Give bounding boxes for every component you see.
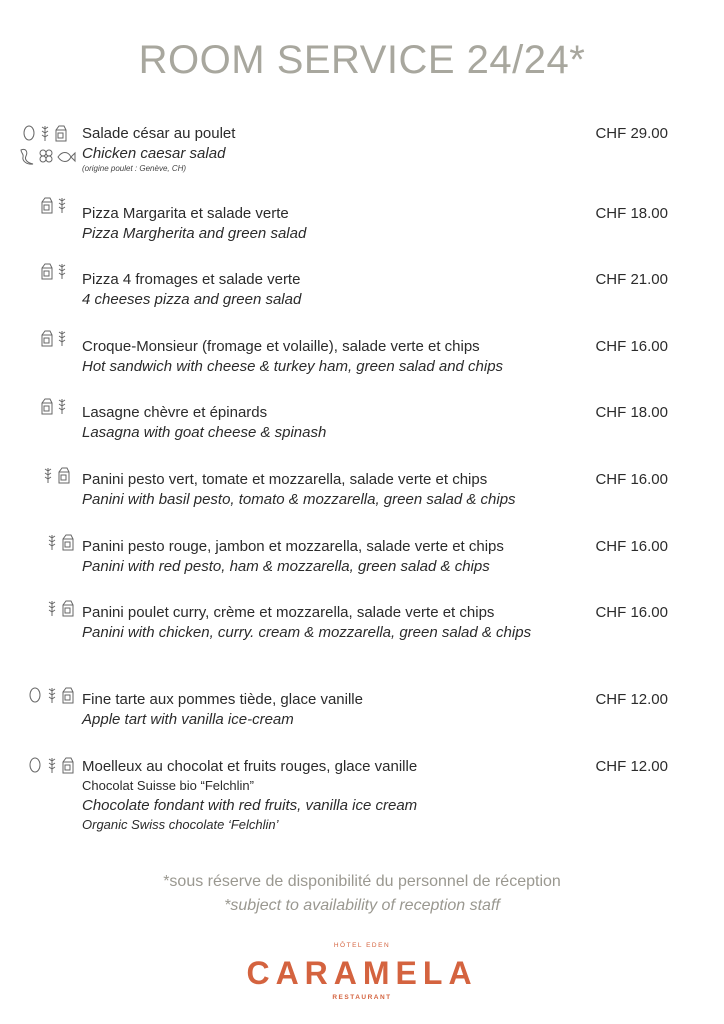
milk-carton-icon xyxy=(54,124,67,142)
item-name-en: Panini with basil pesto, tomato & mozzarella, green salad & chips xyxy=(82,491,516,508)
wheat-icon xyxy=(42,466,54,484)
allergen-icons xyxy=(18,124,80,170)
allergen-icons xyxy=(18,690,80,736)
allergen-icons xyxy=(18,204,80,250)
item-price: CHF 16.00 xyxy=(595,604,668,621)
menu-item xyxy=(0,124,724,180)
item-price: CHF 18.00 xyxy=(595,205,668,222)
wheat-icon xyxy=(46,599,58,617)
menu-item xyxy=(0,757,724,835)
wheat-icon xyxy=(46,756,58,774)
egg-icon xyxy=(28,686,42,704)
milk-carton-icon xyxy=(40,329,53,347)
item-name-fr: Panini poulet curry, crème et mozzarella, salade verte et chips xyxy=(82,604,495,621)
wheat-icon xyxy=(56,329,68,347)
item-name-fr: Moelleux au chocolat et fruits rouges, glace vanille xyxy=(82,758,418,775)
item-name-en: Panini with chicken, curry. cream & mozzarella, green salad & chips xyxy=(82,624,532,641)
menu-item xyxy=(0,337,724,379)
fish-icon xyxy=(56,150,76,164)
allergen-icons xyxy=(18,603,80,649)
page-title: ROOM SERVICE 24/24* xyxy=(138,38,586,82)
milk-carton-icon xyxy=(61,756,74,774)
wheat-icon xyxy=(39,124,51,142)
milk-carton-icon xyxy=(61,686,74,704)
item-price: CHF 16.00 xyxy=(595,538,668,555)
item-name-en: Chocolate fondant with red fruits, vanilla ice cream xyxy=(82,797,418,814)
item-name-fr: Croque-Monsieur (fromage et volaille), salade verte et chips xyxy=(82,338,480,355)
menu-item xyxy=(0,603,724,665)
item-name-fr: Lasagne chèvre et épinards xyxy=(82,404,268,421)
item-price: CHF 16.00 xyxy=(595,471,668,488)
celery-icon xyxy=(38,148,54,164)
wheat-icon xyxy=(56,196,68,214)
allergen-icons xyxy=(18,470,80,516)
allergen-icons xyxy=(18,270,80,316)
item-price: CHF 18.00 xyxy=(595,404,668,421)
item-price: CHF 12.00 xyxy=(595,758,668,775)
item-sub-fr: Chocolat Suisse bio “Felchlin” xyxy=(82,778,254,793)
menu-item xyxy=(0,204,724,246)
mustard-icon xyxy=(18,146,36,166)
allergen-icons xyxy=(18,403,80,449)
wheat-icon xyxy=(56,262,68,280)
wheat-icon xyxy=(46,533,58,551)
egg-icon xyxy=(28,756,42,774)
milk-carton-icon xyxy=(40,397,53,415)
menu-item xyxy=(0,537,724,579)
allergen-icons xyxy=(18,537,80,583)
milk-carton-icon xyxy=(61,533,74,551)
wheat-icon xyxy=(46,686,58,704)
item-name-en: Pizza Margherita and green salad xyxy=(82,225,307,242)
menu-item xyxy=(0,270,724,312)
item-name-fr: Salade césar au poulet xyxy=(82,125,236,142)
item-name-fr: Pizza Margarita et salade verte xyxy=(82,205,289,222)
item-price: CHF 12.00 xyxy=(595,691,668,708)
item-price: CHF 29.00 xyxy=(595,125,668,142)
item-name-en: Hot sandwich with cheese & turkey ham, green salad and chips xyxy=(82,358,504,375)
allergen-icons xyxy=(18,757,80,803)
item-name-fr: Panini pesto rouge, jambon et mozzarella, salade verte et chips xyxy=(82,538,504,555)
item-name-fr: Pizza 4 fromages et salade verte xyxy=(82,271,301,288)
footnote-en: *subject to availability of reception staff xyxy=(224,897,500,914)
item-price: CHF 21.00 xyxy=(595,271,668,288)
item-name-en: Apple tart with vanilla ice-cream xyxy=(82,711,294,728)
item-origin-note: (origine poulet : Genève, CH) xyxy=(82,164,187,173)
item-name-en: Lasagna with goat cheese & spinash xyxy=(82,424,327,441)
hotel-name: HÔTEL EDEN xyxy=(333,942,391,949)
item-name-en: 4 cheeses pizza and green salad xyxy=(82,291,302,308)
milk-carton-icon xyxy=(40,196,53,214)
item-price: CHF 16.00 xyxy=(595,338,668,355)
item-name-en: Chicken caesar salad xyxy=(82,145,226,162)
menu-item xyxy=(0,403,724,445)
egg-icon xyxy=(22,124,36,142)
milk-carton-icon xyxy=(61,599,74,617)
allergen-icons xyxy=(18,337,80,383)
brand-logo: CARAMELA xyxy=(246,955,478,991)
item-name-fr: Fine tarte aux pommes tiède, glace vanille xyxy=(82,691,363,708)
footnote-fr: *sous réserve de disponibilité du personnel de réception xyxy=(163,873,561,890)
milk-carton-icon xyxy=(40,262,53,280)
item-name-en: Panini with red pesto, ham & mozzarella, green salad & chips xyxy=(82,558,490,575)
item-name-fr: Panini pesto vert, tomate et mozzarella, salade verte et chips xyxy=(82,471,488,488)
wheat-icon xyxy=(56,397,68,415)
menu-item xyxy=(0,690,724,732)
milk-carton-icon xyxy=(57,466,70,484)
menu-item xyxy=(0,470,724,512)
brand-subtitle: RESTAURANT xyxy=(332,994,392,1001)
item-sub-en: Organic Swiss chocolate ‘Felchlin’ xyxy=(82,817,279,832)
